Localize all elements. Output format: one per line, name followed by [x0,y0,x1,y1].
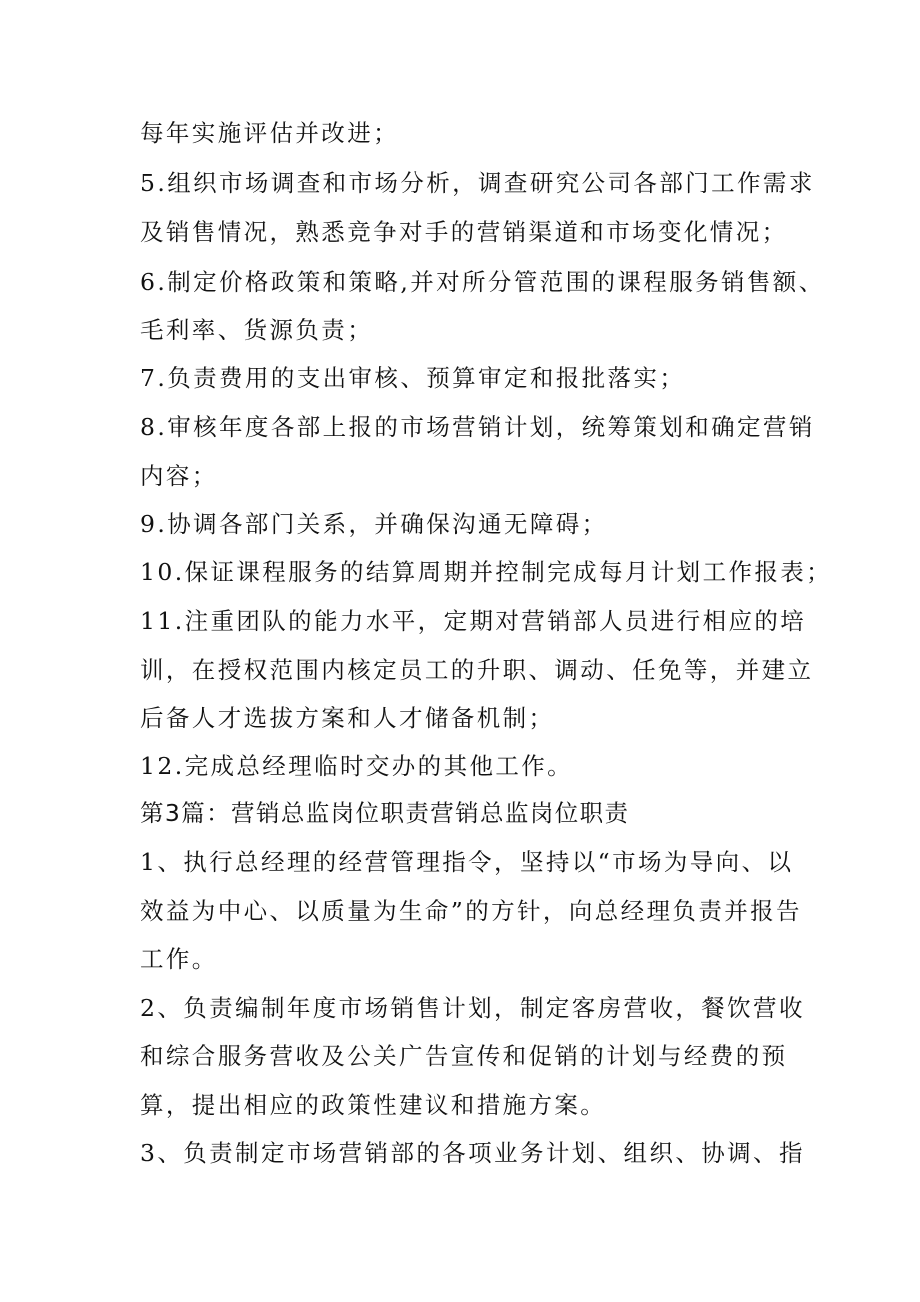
text-line: 算，提出相应的政策性建议和措施方案。 [140,1091,607,1119]
text-line: 2、负责编制年度市场销售计划，制定客房营收，餐饮营收 [140,994,805,1022]
text-line: 11.注重团队的能力水平，定期对营销部人员进行相应的培 [140,607,807,635]
text-line: 9.协调各部门关系，并确保沟通无障碍； [140,510,608,538]
text-line: 3、负责制定市场营销部的各项业务计划、组织、协调、指 [140,1139,805,1167]
text-line: 8.审核年度各部上报的市场营销计划，统筹策划和确定营销 [140,413,815,441]
text-line: 训，在授权范围内核定员工的升职、调动、任免等，并建立 [140,656,814,684]
text-line: 每年实施评估并改进； [140,119,399,147]
section-heading: 第3篇：营销总监岗位职责营销总监岗位职责 [140,799,630,827]
text-line: 10.保证课程服务的结算周期并控制完成每月计划工作报表； [140,558,833,586]
text-line: 6.制定价格政策和策略,并对所分管范围的课程服务销售额、 [140,268,825,296]
text-line: 和综合服务营收及公关广告宣传和促销的计划与经费的预 [140,1042,788,1070]
text-line: 工作。 [140,945,218,973]
text-line: 12.完成总经理临时交办的其他工作。 [140,752,574,780]
text-line: 及销售情况，熟悉竞争对手的营销渠道和市场变化情况； [140,218,788,246]
text-line: 效益为中心、以质量为生命”的方针，向总经理负责并报告 [140,897,802,925]
text-line: 后备人才选拔方案和人才储备机制； [140,704,555,732]
text-line: 内容； [140,462,218,490]
text-line: 1、执行总经理的经营管理指令，坚持以“市场为导向、以 [140,848,794,876]
text-line: 7.负责费用的支出审核、预算审定和报批落实； [140,364,686,392]
text-line: 毛利率、货源负责； [140,316,374,344]
text-line: 5.组织市场调查和市场分析，调查研究公司各部门工作需求 [140,169,815,197]
